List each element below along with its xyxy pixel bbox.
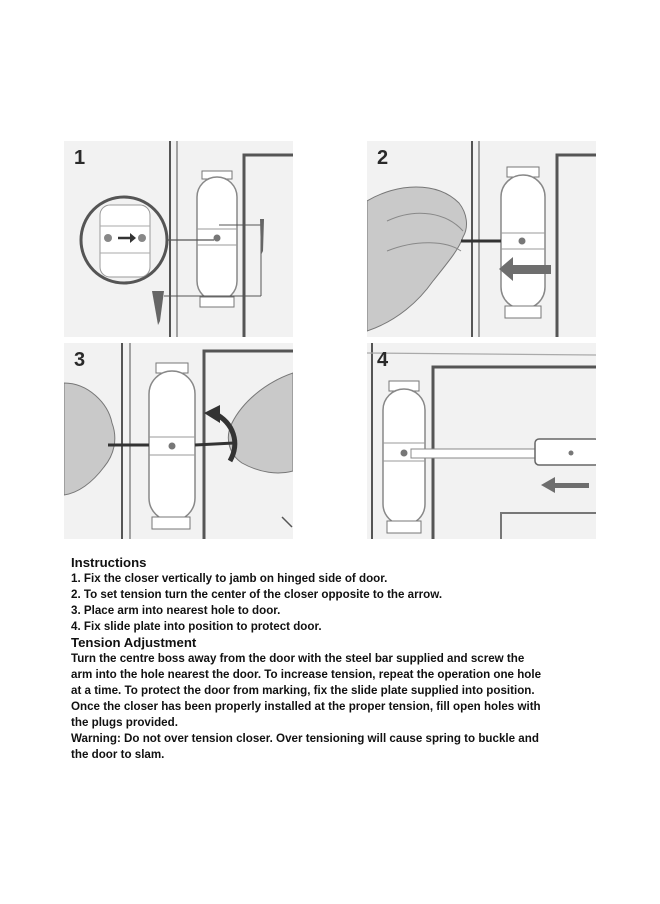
instruction-item: 3. Place arm into nearest hole to door. (71, 604, 281, 617)
tension-heading: Tension Adjustment (71, 635, 197, 650)
instruction-item: 2. To set tension turn the center of the closer opposite to the arrow. (71, 588, 443, 601)
step-2-panel (367, 141, 596, 337)
tension-line: at a time. To protect the door from marking, fix the slide plate supplied into position. (71, 684, 535, 697)
warning-line: the door to slam. (71, 748, 165, 761)
step-2-number: 2 (377, 147, 389, 169)
step-3-illustration (64, 343, 293, 539)
instruction-item: 1. Fix the closer vertically to jamb on hinged side of door. (71, 572, 388, 585)
step-2-illustration (367, 141, 596, 337)
tension-line: arm into the hole nearest the door. To increase tension, repeat the operation one hole (71, 668, 542, 681)
step-4-number: 4 (377, 349, 389, 371)
step-1-illustration (64, 141, 293, 337)
step-3-panel (64, 343, 293, 539)
step-1-number: 1 (74, 147, 86, 169)
instructions-heading: Instructions (71, 555, 147, 570)
step-3-number: 3 (74, 349, 86, 371)
step-4-illustration (367, 343, 596, 539)
warning-line: Warning: Do not over tension closer. Over tensioning will cause spring to buckle and (71, 732, 539, 745)
instruction-item: 4. Fix slide plate into position to protect door. (71, 620, 322, 633)
instructions-text (71, 555, 616, 763)
tension-line: the plugs provided. (71, 716, 178, 729)
tension-line: Turn the centre boss away from the door with the steel bar supplied and screw the (71, 652, 525, 665)
tension-line: Once the closer has been properly installed at the proper tension, fill open holes with (71, 700, 541, 713)
step-4-panel (367, 343, 596, 539)
instructions-list (71, 571, 616, 635)
step-1-panel (64, 141, 293, 337)
